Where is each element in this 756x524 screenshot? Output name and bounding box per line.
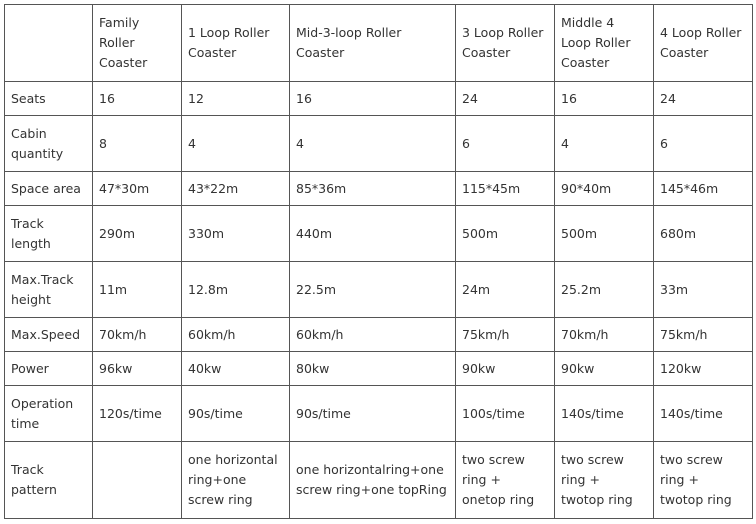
- table-cell: 33m: [654, 262, 753, 318]
- table-cell: 100s/time: [456, 386, 555, 442]
- row-label: Power: [5, 352, 93, 386]
- column-header-family: Family Roller Coaster: [93, 5, 182, 82]
- table-cell: 120s/time: [93, 386, 182, 442]
- table-cell: 24m: [456, 262, 555, 318]
- table-row-max-speed: [5, 318, 753, 352]
- table-cell: 80kw: [290, 352, 456, 386]
- table-cell: 4: [182, 116, 290, 172]
- table-cell: one horizontalring+one screw ring+one topRing: [290, 442, 456, 519]
- table-cell: [93, 442, 182, 519]
- table-row-max-track-height: [5, 262, 753, 318]
- table-cell: 140s/time: [654, 386, 753, 442]
- roller-coaster-spec-table: [4, 4, 753, 519]
- table-cell: 47*30m: [93, 172, 182, 206]
- table-cell: 75km/h: [456, 318, 555, 352]
- table-cell: 12: [182, 82, 290, 116]
- column-header-mid-3-loop: Mid-3-loop Roller Coaster: [290, 5, 456, 82]
- column-header-1-loop: 1 Loop Roller Coaster: [182, 5, 290, 82]
- table-row-operation-time: [5, 386, 753, 442]
- table-cell: 4: [555, 116, 654, 172]
- table-cell: 115*45m: [456, 172, 555, 206]
- table-cell: 40kw: [182, 352, 290, 386]
- table-cell: 6: [456, 116, 555, 172]
- row-label: Seats: [5, 82, 93, 116]
- header-row: [5, 5, 753, 82]
- table-cell: 6: [654, 116, 753, 172]
- table-cell: 4: [290, 116, 456, 172]
- row-label: Max.Track height: [5, 262, 93, 318]
- row-label: Operation time: [5, 386, 93, 442]
- table-cell: 75km/h: [654, 318, 753, 352]
- table-cell: 500m: [555, 206, 654, 262]
- row-label: Space area: [5, 172, 93, 206]
- table-cell: 290m: [93, 206, 182, 262]
- table-cell: 24: [456, 82, 555, 116]
- table-cell: two screw ring + onetop ring: [456, 442, 555, 519]
- table-row-power: [5, 352, 753, 386]
- table-cell: 8: [93, 116, 182, 172]
- table-cell: 70km/h: [93, 318, 182, 352]
- column-header-4-loop: 4 Loop Roller Coaster: [654, 5, 753, 82]
- table-row-track-length: [5, 206, 753, 262]
- row-label: Cabin quantity: [5, 116, 93, 172]
- table-cell: 24: [654, 82, 753, 116]
- table-cell: 96kw: [93, 352, 182, 386]
- column-header-3-loop: 3 Loop Roller Coaster: [456, 5, 555, 82]
- table-cell: 680m: [654, 206, 753, 262]
- table-cell: 60km/h: [290, 318, 456, 352]
- row-label: Max.Speed: [5, 318, 93, 352]
- table-cell: one horizontal ring+one screw ring: [182, 442, 290, 519]
- table-cell: 90s/time: [182, 386, 290, 442]
- table-cell: 120kw: [654, 352, 753, 386]
- table-cell: 12.8m: [182, 262, 290, 318]
- column-header-middle-4-loop: Middle 4 Loop Roller Coaster: [555, 5, 654, 82]
- table-cell: 11m: [93, 262, 182, 318]
- table-cell: 90kw: [555, 352, 654, 386]
- table-row-space-area: [5, 172, 753, 206]
- table-cell: 16: [290, 82, 456, 116]
- row-label: Track pattern: [5, 442, 93, 519]
- table-row-cabin-quantity: [5, 116, 753, 172]
- table-cell: 140s/time: [555, 386, 654, 442]
- row-label: Track length: [5, 206, 93, 262]
- table-cell: two screw ring + twotop ring: [555, 442, 654, 519]
- table-cell: 16: [93, 82, 182, 116]
- table-cell: 16: [555, 82, 654, 116]
- table-cell: 60km/h: [182, 318, 290, 352]
- table-cell: 145*46m: [654, 172, 753, 206]
- table-cell: 85*36m: [290, 172, 456, 206]
- table-cell: 22.5m: [290, 262, 456, 318]
- corner-cell: [5, 5, 93, 82]
- table-row-seats: [5, 82, 753, 116]
- table-cell: 90s/time: [290, 386, 456, 442]
- table-cell: 70km/h: [555, 318, 654, 352]
- table-cell: two screw ring + twotop ring: [654, 442, 753, 519]
- table-cell: 43*22m: [182, 172, 290, 206]
- table-cell: 330m: [182, 206, 290, 262]
- table-cell: 90kw: [456, 352, 555, 386]
- table-cell: 440m: [290, 206, 456, 262]
- table-cell: 90*40m: [555, 172, 654, 206]
- table-cell: 500m: [456, 206, 555, 262]
- table-row-track-pattern: [5, 442, 753, 519]
- table-cell: 25.2m: [555, 262, 654, 318]
